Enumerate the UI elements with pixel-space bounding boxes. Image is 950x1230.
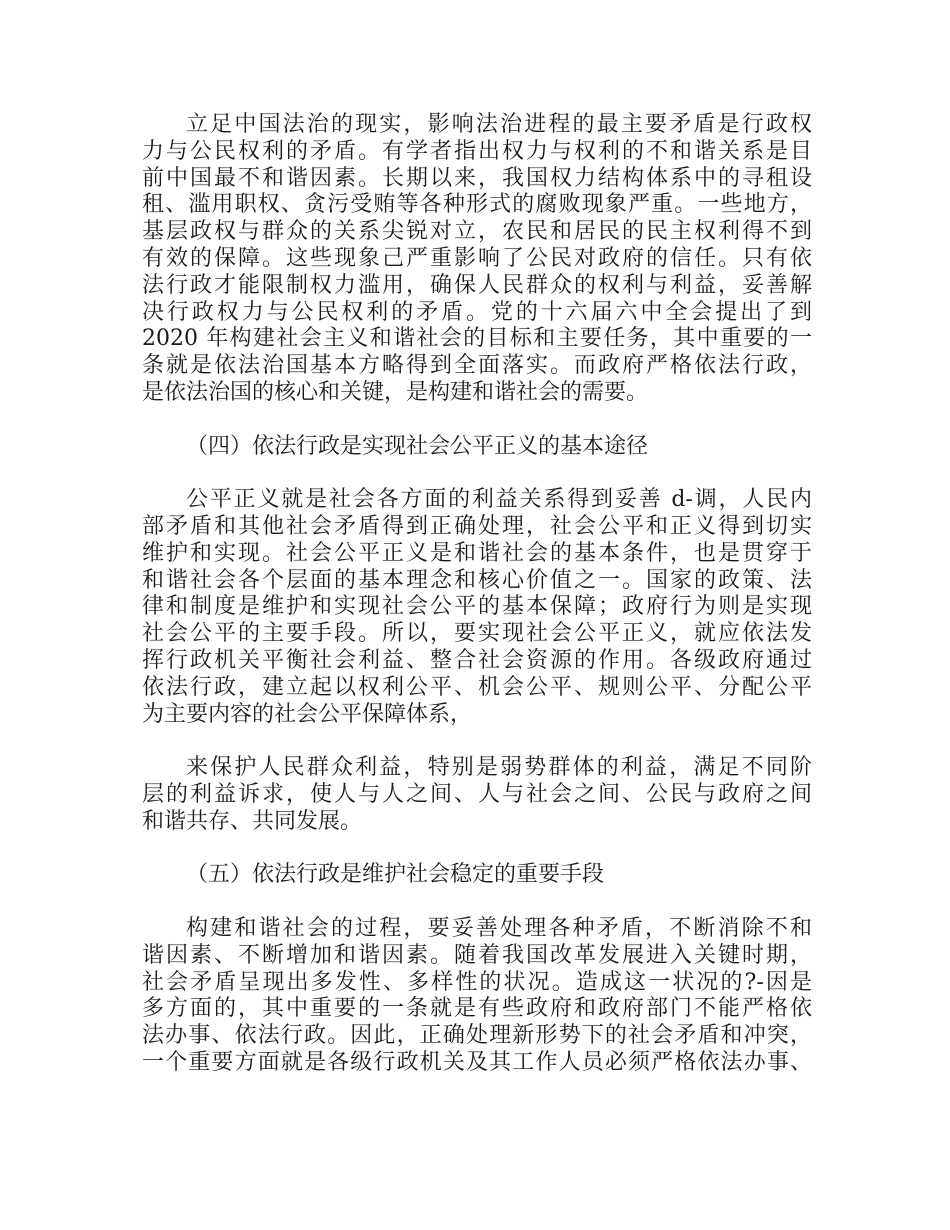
paragraph-spacer — [142, 836, 812, 863]
paragraph-line: 是依法治国的核心和关键，是构建和谐社会的需要。 — [142, 379, 649, 405]
paragraph-line: 构建和谐社会的过程，要妥善处理各种矛盾，不断消除不和 — [186, 915, 812, 941]
paragraph-spacer — [142, 460, 812, 487]
paragraph-line: 基层政权与群众的关系尖锐对立，农民和居民的民主权利得不到 — [142, 219, 812, 245]
paragraph-1 — [142, 112, 812, 407]
paragraph-spacer — [142, 407, 812, 434]
paragraph-line: 前中国最不和谐因素。长期以来，我国权力结构体系中的寻租设 — [142, 165, 812, 191]
paragraph-line: 决行政权力与公民权利的矛盾。党的十六届六中全会提出了到 — [142, 299, 812, 325]
paragraph-line: 社会公平的主要手段。所以，要实现社会公平正义，就应依法发 — [142, 621, 812, 647]
paragraph-line: 部矛盾和其他社会矛盾得到正确处理，社会公平和正义得到切实 — [142, 513, 812, 539]
paragraph-line: 法行政才能限制权力滥用，确保人民群众的权利与利益，妥善解 — [142, 272, 812, 298]
section-heading-5: （五）依法行政是维护社会稳定的重要手段 — [186, 862, 605, 888]
paragraph-line: 维护和实现。社会公平正义是和谐社会的基本条件，也是贯穿于 — [142, 540, 812, 566]
paragraph-line: 公平正义就是社会各方面的利益关系得到妥善 d-调，人民内 — [186, 487, 812, 513]
paragraph-line: 立足中国法治的现实，影响法治进程的最主要矛盾是行政权 — [186, 112, 812, 137]
paragraph-line: 挥行政机关平衡社会利益、整合社会资源的作用。各级政府通过 — [142, 647, 812, 673]
paragraph-line: 社会矛盾呈现出多发性、多样性的状况。造成这一状况的?-因是 — [142, 969, 812, 995]
paragraph-line: 层的利益诉求，使人与人之间、人与社会之间、公民与政府之间 — [142, 781, 812, 807]
paragraph-4 — [142, 916, 812, 1077]
paragraph-line: 一个重要方面就是各级行政机关及其工作人员必须严格依法办事、 — [142, 1049, 812, 1075]
paragraph-line: 律和制度是维护和实现社会公平的基本保障；政府行为则是实现 — [142, 594, 812, 620]
paragraph-line: 租、滥用职权、贪污受贿等各种形式的腐败现象严重。一些地方， — [142, 192, 812, 218]
paragraph-line: 谐因素、不断增加和谐因素。随着我国改革发展进入关键时期， — [142, 942, 812, 968]
paragraph-line: 法办事、依法行政。因此，正确处理新形势下的社会矛盾和冲突， — [142, 1023, 812, 1049]
paragraph-line: 和谐社会各个层面的基本理念和核心价值之一。国家的政策、法 — [142, 567, 812, 593]
paragraph-line: 力与公民权利的矛盾。有学者指出权力与权利的不和谐关系是目 — [142, 138, 812, 164]
paragraph-2 — [142, 487, 812, 728]
paragraph-spacer — [142, 728, 812, 755]
paragraph-line: 和谐共存、共同发展。 — [142, 808, 363, 834]
paragraph-line: 多方面的，其中重要的一条就是有些政府和政府部门不能严格依 — [142, 996, 812, 1022]
document-page — [142, 112, 812, 1077]
paragraph-line: 条就是依法治国基本方略得到全面落实。而政府严格依法行政， — [142, 353, 812, 379]
paragraph-line: 依法行政，建立起以权利公平、机会公平、规则公平、分配公平 — [142, 674, 812, 700]
paragraph-3 — [142, 755, 812, 835]
paragraph-spacer — [142, 889, 812, 916]
paragraph-line: 来保护人民群众利益，特别是弱势群体的利益，满足不同阶 — [186, 755, 812, 781]
paragraph-line: 有效的保障。这些现象己严重影响了公民对政府的信任。只有依 — [142, 245, 812, 271]
section-heading-4: （四）依法行政是实现社会公平正义的基本途径 — [186, 433, 649, 459]
paragraph-line: 为主要内容的社会公平保障体系， — [142, 701, 473, 727]
paragraph-line: 2020 年构建社会主义和谐社会的目标和主要任务，其中重要的一 — [142, 326, 812, 352]
